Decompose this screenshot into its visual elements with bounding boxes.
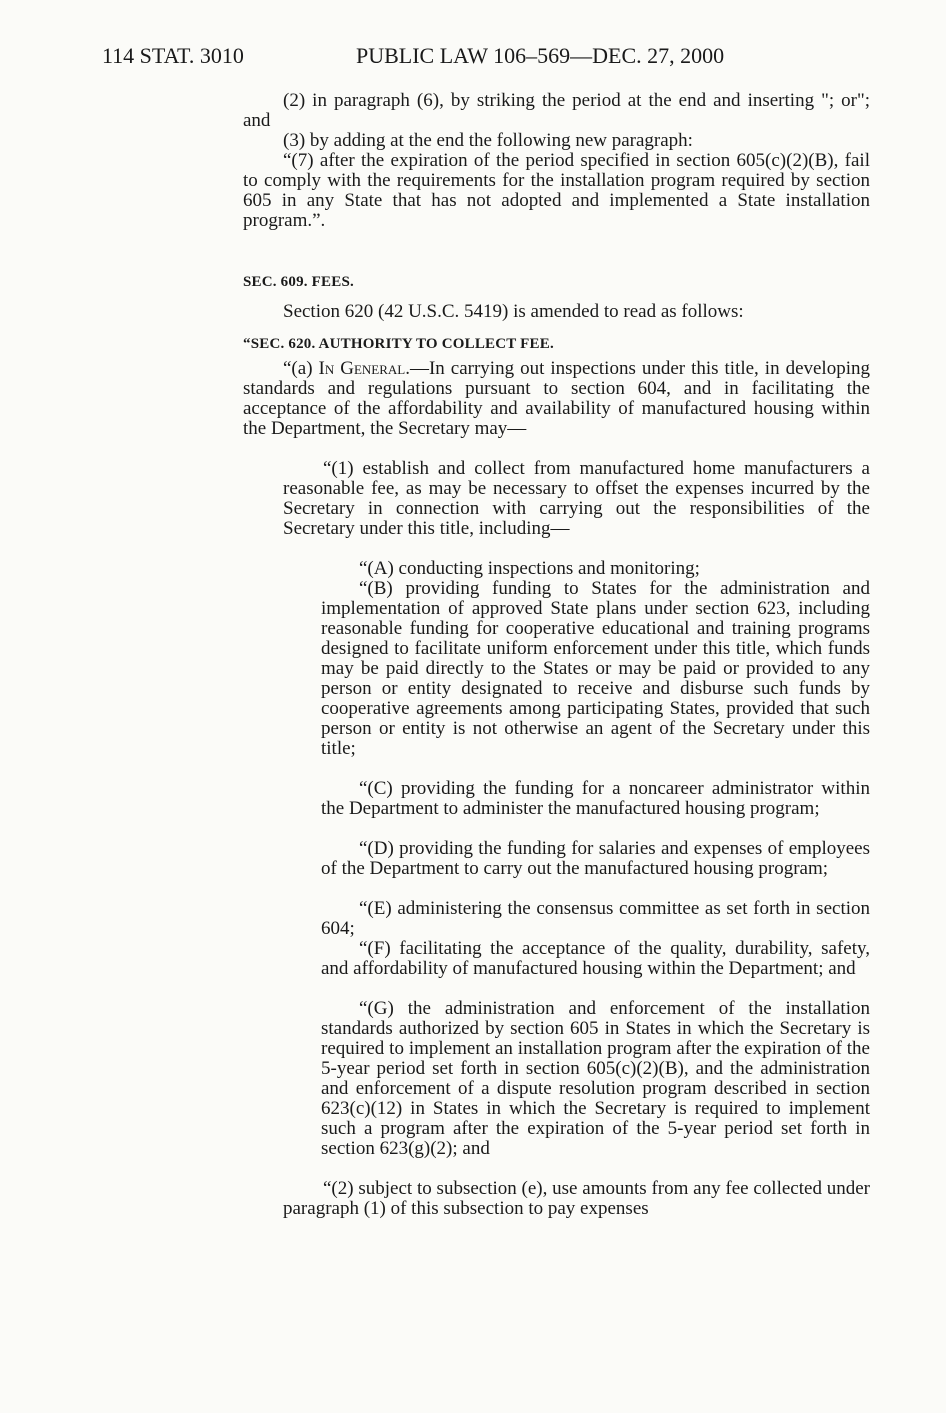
- amendment-intro: Section 620 (42 U.S.C. 5419) is amended to read as follows:: [283, 301, 744, 322]
- subparagraph-C: “(C) providing the funding for a noncareer administrator within the Department to administer the manufactured housing program;: [321, 778, 870, 819]
- subparagraph-E: “(E) administering the consensus committee as set forth in section 604;: [321, 898, 870, 939]
- paragraph-7: “(7) after the expiration of the period specified in section 605(c)(2)(B), fail to comply with the requirements for the installation program required by section 605 in any State that has not adopted and implemented a State installation program.”.: [243, 150, 870, 231]
- paragraph-a2: “(2) subject to subsection (e), use amounts from any fee collected under paragraph (1) of this subsection to pay expenses: [283, 1178, 870, 1219]
- subparagraph-G: “(G) the administration and enforcement of the installation standards authorized by section 605 in States in which the Secretary is required to implement an installation program after the expiration of the 5-year period set forth in section 605(c)(2)(B), and the administration and enforcement of a dispute resolution program described in section 623(c)(12) in States in which the Secretary is required to implement such a program after the expiration of the 5-year period set forth in section 623(g)(2); and: [321, 998, 870, 1159]
- document-body: [243, 91, 870, 1219]
- subparagraph-B: “(B) providing funding to States for the administration and implementation of approved State plans under section 623, including reasonable funding for cooperative educational and training programs designed to facilitate uniform enforcement under this title, which funds may be paid directly to the States or may be paid or provided to any person or entity designated to receive and disburse such funds by cooperative agreements among participating States, provided that such person or entity is not otherwise an agent of the Secretary under this title;: [321, 578, 870, 759]
- paragraph-a1: “(1) establish and collect from manufactured home manufacturers a reasonable fee, as may be necessary to offset the expenses incurred by the Secretary in connection with carrying out the responsibilities of the Secretary under this title, including—: [283, 458, 870, 539]
- subsection-a-text: .—In carrying out inspections under this title, in developing standards and regulations pursuant to section 604, and in facilitating the acceptance of the affordability and availability of manufactured housing within the Department, the Secretary may—: [243, 358, 870, 439]
- public-law-title: PUBLIC LAW 106–569—DEC. 27, 2000: [356, 43, 725, 68]
- paragraph-3: (3) by adding at the end the following new paragraph:: [283, 130, 693, 151]
- section-620-heading: “SEC. 620. AUTHORITY TO COLLECT FEE.: [243, 336, 554, 352]
- subsection-a: [243, 359, 870, 459]
- subsection-a-open: “(a): [283, 358, 319, 379]
- paragraph-2: (2) in paragraph (6), by striking the period at the end and inserting "; or"; and: [243, 90, 870, 131]
- section-609-heading: SEC. 609. FEES.: [243, 274, 354, 290]
- statute-page-number: 114 STAT. 3010: [102, 43, 244, 68]
- subsection-a-heading: In General: [318, 358, 406, 379]
- subparagraph-F: “(F) facilitating the acceptance of the quality, durability, safety, and affordability of manufactured housing within the Department; and: [321, 938, 870, 979]
- subparagraph-D: “(D) providing the funding for salaries and expenses of employees of the Department to carry out the manufactured housing program;: [321, 838, 870, 879]
- subparagraph-A: “(A) conducting inspections and monitoring;: [359, 558, 700, 579]
